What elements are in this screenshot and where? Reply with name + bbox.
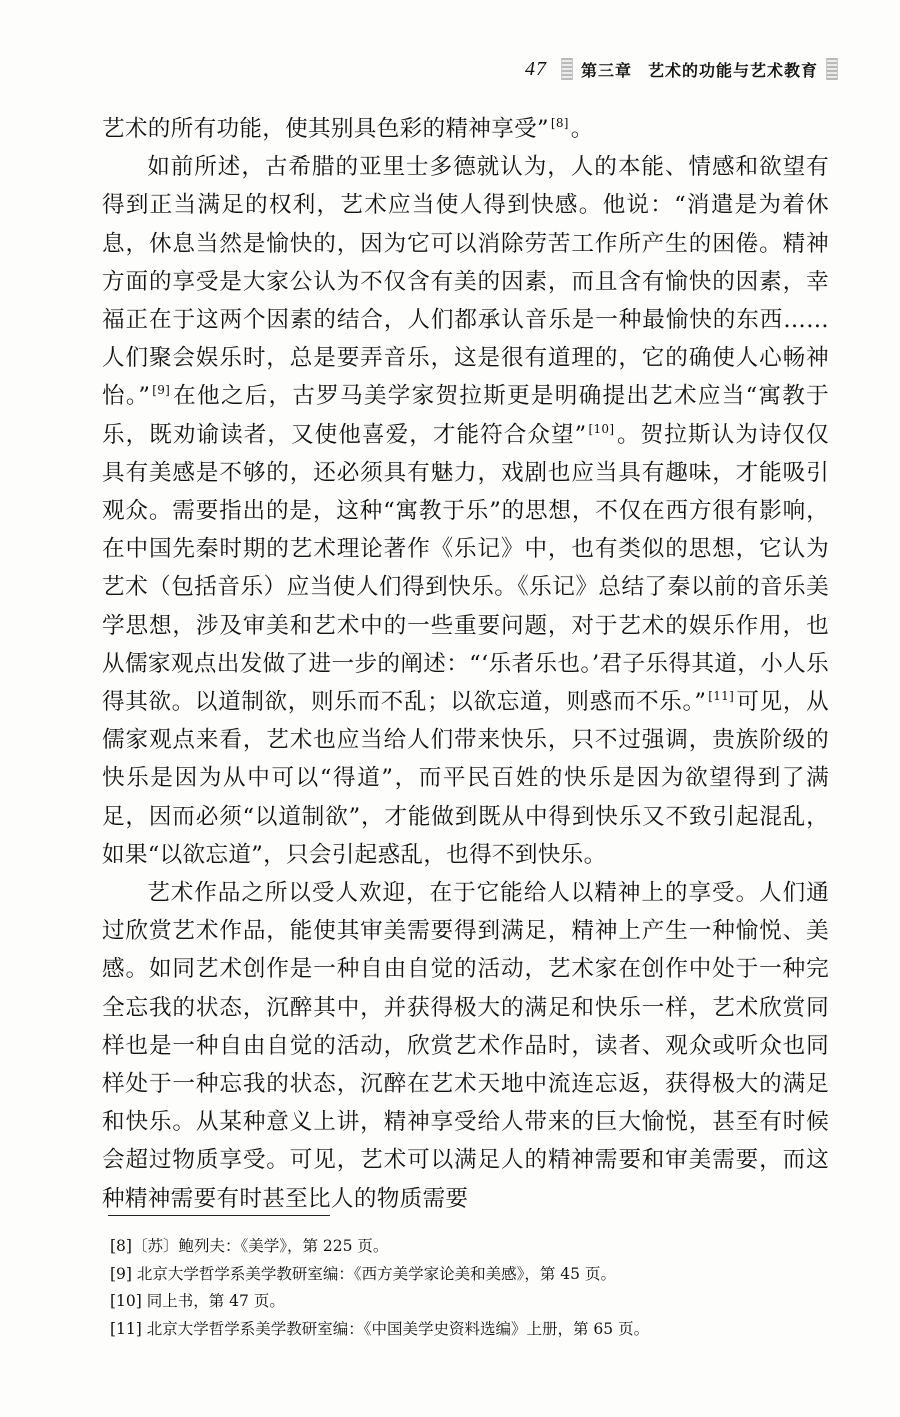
paragraph-text: 在他之后，古罗马美学家贺拉斯更是明确提出艺术应当“寓教于乐，既劝谕读者，又使他喜爱，才能符合众望”: [102, 383, 830, 448]
footnotes: [110, 1233, 830, 1343]
paragraph: [102, 148, 829, 874]
paragraph-text: 可见，从儒家观点来看，艺术也应当给人们带来快乐，只不过强调，贵族阶级的快乐是因为从中可以“得道”，而平民百姓的快乐是因为欲望得到了满足，因而必须“以道制欲”，才能做到既从中得到快乐又不致引起混乱，如果“以欲忘道”，只会引起惑乱，也得不到快乐。: [102, 689, 829, 868]
header-ornament-icon: [826, 58, 838, 80]
footnote-divider: [108, 1215, 330, 1216]
running-header: [525, 56, 838, 82]
body-text: [102, 110, 829, 1218]
footnote-ref[interactable]: [10]: [588, 421, 615, 436]
footnote-ref[interactable]: [9]: [152, 383, 171, 398]
paragraph-text: 如前所述，古希腊的亚里士多德就认为，人的本能、情感和欲望有得到正当满足的权利，艺术应当使人得到快感。他说：“消遣是为着休息，休息当然是愉快的，因为它可以消除劳苦工作所产生的困倦。精神方面的享受是大家公认为不仅含有美的因素，而且含有愉快的因素，幸福正在于这两个因素的结合，人们都承认音乐是一种最愉快的东西……人们聚会娱乐时，总是要弄音乐，这是很有道理的，它的确使人心畅神怡。”: [102, 154, 829, 410]
footnote: [8]〔苏〕鲍列夫：《美学》，第 225 页。: [110, 1237, 389, 1255]
footnote: [10] 同上书，第 47 页。: [110, 1292, 285, 1310]
chapter-label: 第三章: [580, 60, 632, 80]
chapter-title: 艺术的功能与艺术教育: [647, 60, 818, 80]
page-number: 47: [524, 57, 547, 80]
paragraph-text: 艺术作品之所以受人欢迎，在于它能给人以精神上的享受。人们通过欣赏艺术作品，能使其审美需要得到满足，精神上产生一种愉悦、美感。如同艺术创作是一种自由自觉的活动，艺术家在创作中处于一种完全忘我的状态，沉醉其中，并获得极大的满足和快乐一样，艺术欣赏同样也是一种自由自觉的活动，欣赏艺术作品时，读者、观众或听众也同样处于一种忘我的状态，沉醉在艺术天地中流连忘返，获得极大的满足和快乐。从某种意义上讲，精神享受给人带来的巨大愉悦，甚至有时候会超过物质享受。可见，艺术可以满足人的精神需要和审美需要，而这种精神需要有时甚至比人的物质需要: [102, 880, 829, 1212]
header-ornament-icon: [561, 58, 573, 80]
paragraph-text: 。贺拉斯认为诗仅仅具有美感是不够的，还必须具有魅力，戏剧也应当具有趣味，才能吸引观众。需要指出的是，这种“寓教于乐”的思想，不仅在西方很有影响，在中国先秦时期的艺术理论著作《乐记》中，也有类似的思想，它认为艺术（包括音乐）应当使人们得到快乐。《乐记》总结了秦以前的音乐美学思想，涉及审美和艺术中的一些重要问题，对于艺术的娱乐作用，也从儒家观点出发做了进一步的阐述：“‘乐者乐也。’君子乐得其道，小人乐得其欲。以道制欲，则乐而不乱；以欲忘道，则惑而不乐。”: [102, 421, 829, 716]
paragraph: [102, 874, 829, 1218]
paragraph: [102, 110, 829, 148]
paragraph-text: 艺术的所有功能，使其别具色彩的精神享受”: [102, 116, 549, 142]
footnote-ref[interactable]: [11]: [708, 689, 735, 704]
footnote-ref[interactable]: [8]: [550, 116, 569, 130]
footnote: [11] 北京大学哲学系美学教研室编：《中国美学史资料选编》上册，第 65 页。: [110, 1319, 650, 1338]
footnote: [9] 北京大学哲学系美学教研室编：《西方美学家论美和美感》，第 45 页。: [110, 1264, 616, 1283]
paragraph-text: 。: [570, 116, 594, 142]
